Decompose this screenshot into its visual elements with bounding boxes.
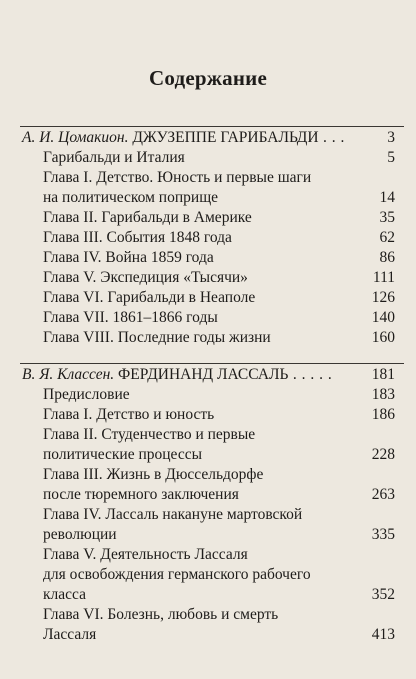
entry-title: Глава VIII. Последние годы жизни	[43, 329, 271, 346]
entry-title: Глава II. Гарибальди в Америке	[43, 209, 252, 226]
page-number: 335	[371, 526, 395, 543]
page-number: 186	[371, 406, 395, 423]
entry-title: Лассаля	[43, 626, 97, 643]
toc-entry	[0, 248, 416, 268]
section-subject: ФЕРДИНАНД ЛАССАЛЬ	[118, 366, 289, 383]
entry-title: Гарибальди и Италия	[43, 149, 185, 166]
entry-title: после тюремного заключения	[43, 486, 239, 503]
entry-title: Глава VI. Гарибальди в Неаполе	[43, 289, 256, 306]
toc-entry-continuation	[0, 565, 416, 585]
page-number: 183	[371, 386, 395, 403]
entry-title: Глава IV. Война 1859 года	[43, 249, 214, 266]
entry-title: Глава VI. Болезнь, любовь и смерть	[43, 606, 279, 623]
toc-section-header	[0, 128, 416, 148]
entry-title: Глава I. Детство. Юность и первые шаги	[43, 169, 312, 186]
toc-entry-continuation	[0, 188, 416, 208]
section-subject: ДЖУЗЕППЕ ГАРИБАЛЬДИ	[132, 129, 319, 146]
entry-title: Глава II. Студенчество и первые	[43, 426, 256, 443]
entry-title: класса	[43, 586, 86, 603]
toc-entry	[0, 168, 416, 188]
page-number: 228	[371, 446, 395, 463]
page-number: 413	[371, 626, 395, 643]
section-divider	[20, 363, 404, 364]
page-number: 86	[379, 249, 395, 266]
page-number: 263	[371, 486, 395, 503]
page-number: 62	[379, 229, 395, 246]
page-number: 3	[387, 129, 395, 146]
dot-leader: . . .	[318, 129, 345, 146]
page-number: 160	[371, 329, 395, 346]
toc-entry	[0, 148, 416, 168]
toc-entry-continuation	[0, 445, 416, 465]
toc-title: Содержание	[149, 66, 267, 90]
entry-title: Глава V. Деятельность Лассаля	[43, 546, 248, 563]
toc-entry	[0, 228, 416, 248]
toc-entry	[0, 308, 416, 328]
entry-title: политические процессы	[43, 446, 202, 463]
toc-entry	[0, 288, 416, 308]
page-number: 14	[379, 189, 395, 206]
page-number: 352	[371, 586, 395, 603]
toc-entry	[0, 385, 416, 405]
entry-title: Глава VII. 1861–1866 годы	[43, 309, 218, 326]
toc-entry	[0, 505, 416, 525]
section-divider	[20, 126, 404, 127]
page-number: 111	[372, 269, 395, 286]
entry-title: Глава V. Экспедиция «Тысячи»	[43, 269, 248, 286]
section-author: А. И. Цомакион.	[22, 129, 129, 146]
toc-entry-continuation	[0, 625, 416, 645]
page-number: 181	[371, 366, 395, 383]
toc-entry	[0, 268, 416, 288]
toc-entry	[0, 328, 416, 348]
toc-entry-continuation	[0, 485, 416, 505]
toc-entry	[0, 605, 416, 625]
page-number: 140	[371, 309, 395, 326]
page-number: 35	[379, 209, 395, 226]
dot-leader: . . . . .	[288, 366, 333, 383]
toc-section-header	[0, 365, 416, 385]
page-number: 5	[387, 149, 395, 166]
toc-entry	[0, 545, 416, 565]
entry-title: Глава III. Жизнь в Дюссельдорфе	[43, 466, 264, 483]
entry-title: для освобождения германского рабочего	[43, 566, 311, 583]
page-number: 126	[371, 289, 395, 306]
toc-entry-continuation	[0, 525, 416, 545]
entry-title: Глава IV. Лассаль накануне мартовской	[43, 506, 303, 523]
entry-title: на политическом поприще	[43, 189, 219, 206]
toc-entry	[0, 208, 416, 228]
toc-entry-continuation	[0, 585, 416, 605]
entry-title: революции	[43, 526, 117, 543]
entry-title: Глава III. События 1848 года	[43, 229, 232, 246]
section-author: В. Я. Классен.	[22, 366, 115, 383]
toc-entry	[0, 425, 416, 445]
toc-entry	[0, 465, 416, 485]
entry-title: Глава I. Детство и юность	[43, 406, 215, 423]
entry-title: Предисловие	[43, 386, 130, 403]
toc-entry	[0, 405, 416, 425]
